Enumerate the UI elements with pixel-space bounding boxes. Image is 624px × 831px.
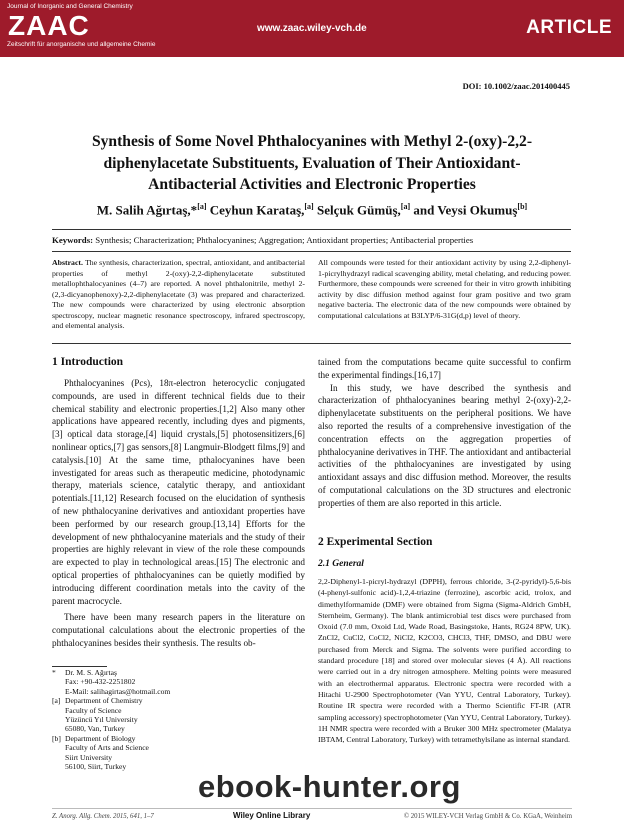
paragraph: Phthalocyanines (Pcs), 18π-electron heterocyclic conjugated compounds, are used in different technical fields due to their chemical stability and electronic properties.[1,2] Also many other applications have appeared recently, including dyes and pigments,[3] optical data storage,[4] liquid crystals,[5] photosensitizers,[6] nonlinear optics,[7] gas sensors,[8] Langmuir-Blodgett films,[9] and catalysis.[10] At the same time, pthalocyanines have been investigated for areas such as therapeutic medicine, photodynamic therapy, materials science, catalytic therapy, and antioxidant potentials.[11,12] Research focused on the elucidation of synthesis of new phthalocyanine derivatives and antioxidant properties have been performed by our research group.[13,14] Efforts for the development of new phthalocyanine materials and the study of their properties are highly relevant in view of the role these compounds are expected to play in technological areas.[15] The electronic and optical properties of phthalocyanines can be quietly modified by introducing different coordination metals into the cavity of the parent macrocycle.	[52, 378, 305, 606]
affiliation-mark: [a]	[400, 202, 411, 211]
keywords-line	[52, 235, 572, 245]
author-conjunction: and	[413, 202, 435, 218]
online-library-stamp: Wiley Online Library	[233, 811, 311, 820]
right-column-top	[318, 356, 571, 510]
journal-logo: ZAAC	[8, 10, 90, 41]
footnote-mark: [b]	[52, 733, 61, 743]
paragraph: In this study, we have described the synthesis and characterization of phthalocyanines bearing methyl 2-(oxy)-2,2-diphenylacetate substituents on the peripheral positions. We have also reported the results of a comprehensive investigation of the concentration effects on the aggregation properties of phthalocyanine derivatives in THF. The antioxidant and antibacterial activities of the phthalocyanines are investigated by using antioxidant assays and disc diffusion method. Moreover, the results of computational calculations on the 3D structures and electronic properties of them are also reported in this article.	[318, 382, 571, 508]
footnote-mark: *	[52, 668, 56, 677]
affiliation-mark: [b]	[517, 202, 528, 211]
corresponding-fax: Fax: +90-432-2251802	[65, 677, 136, 687]
section-heading: 1 Introduction	[52, 356, 124, 368]
copyright: © 2015 WILEY-VCH Verlag GmbH & Co. KGaA, Weinheim	[403, 813, 572, 820]
paragraph: 2,2-Diphenyl-1-picryl-hydrazyl (DPPH), ferrous chloride, 3-(2-pyridyl)-5,6-bis (4-phenyl-sulfonic acid)-1,2,4-triazine (ferrozine), ascorbic acid, trolox, and dimethylformamide (DMF) were obtained from Sigma (Sigma-Aldrich GmbH, Sternheim, Germany). The blank antimicrobial test discs were purchased from Oxoid (7.0 mm, Oxoid Ltd, Wade Road, Basingstoke, Hants, RG24 8PW, UK). ZnCl2, CuCl2, CoCl2, NiCl2, K2CO3, CHCl3, THF, DMSO, and DBU were purchased from Merck and Sigma. The solvents were purified according to standard procedure [18] and stored over molecular sieves (4 Å). All reactions were carried out in a dry nitrogen atmosphere. Melting points were measured with an electrothermal apparatus. Electronic spectra were recorded with a Hitachi U-2900 Spectrophotometer (Van YYU, Central Laboratory, Turkey). Routine IR spectra were recorded with a Thermo Scientific FT-IR (ATR sampling accessory) spectrophotometer (Van YYU, Central Laboratory, Turkey). 1H NMR spectra were recorded with a Bruker 300 MHz spectrometer (Malatya IBTAM, Central Laboratory, Turkey) with tetramethylsilane as internal standard.	[318, 577, 571, 745]
footnote-mark: [a]	[52, 696, 61, 706]
footnote	[52, 668, 305, 771]
divider	[52, 343, 571, 344]
affiliation-line: Department of Biology	[65, 733, 136, 743]
section-heading: 2 Experimental Section	[318, 536, 433, 548]
affiliation-line: 56100, Siirt, Turkey	[65, 762, 127, 772]
author-name: M. Salih Ağırtaş,*	[96, 202, 198, 218]
journal-name-line: Journal of Inorganic and General Chemistry	[7, 3, 133, 10]
abstract-right	[318, 258, 571, 321]
author-name: Ceyhun Karataş,	[209, 202, 305, 218]
abstract-text: The synthesis, characterization, spectral, antioxidant, and antibacterial properties of methyl 2-(oxy)-2,2-diphenylacetate substituted metallophthalocyanines (4–7) are reported. A novel phthalonitrile, methyl 2-(2,3-dicyanophenoxy)-2,2-diphenylacetate (3) was prepared and characterized. The new compounds were characterized by using electronic absorption spectroscopy, nuclear magnetic resonance spectroscopy, infrared spectroscopy, and elemental analysis.	[52, 258, 306, 331]
corresponding-author: Dr. M. S. Ağırtaş	[65, 668, 117, 677]
abstract-label: Abstract.	[52, 258, 83, 267]
paragraph: tained from the computations became quite successful to confirm the experimental findings.[16,17]	[318, 357, 571, 380]
corresponding-email[interactable]: E-Mail: salihagirtas@hotmail.com	[65, 686, 171, 696]
affiliation-line: Yüzüncü Yıl University	[65, 715, 138, 725]
general-section	[318, 576, 571, 745]
paragraph: There have been many research papers in the literature on computational calculations about the electronic properties of the phthalocyanines besides their synthesis. The results ob-	[52, 612, 305, 648]
journal-subtitle: Zeitschrift für anorganische und allgemeine Chemie	[7, 41, 156, 48]
keywords-label: Keywords:	[52, 235, 94, 245]
author-list	[40, 202, 584, 218]
journal-header-bar	[0, 0, 624, 57]
affiliation-mark: [a]	[304, 202, 314, 211]
affiliation-mark: [a]	[197, 202, 207, 211]
affiliation-line: Faculty of Arts and Science	[65, 743, 149, 753]
journal-url-link[interactable]: www.zaac.wiley-vch.de	[257, 23, 367, 34]
affiliation-line: Siirt University	[65, 752, 113, 762]
citation: Z. Anorg. Allg. Chem. 2015, 641, 1–7	[52, 813, 154, 820]
affiliation-line: 65080, Van, Turkey	[65, 724, 125, 734]
abstract-text: All compounds were tested for their antioxidant activity by using 2,2-diphenyl-1-picrylhydrazyl radical scavenging ability, metal chelating, and reducing power. Furthermore, these compounds were screened for their in vitro growth inhibiting activity by disc diffusion method against four gram positive and two gram negative bacteria. The electronic data of the new compounds were obtained by computational calculations at B3LYP/6-31G(d,p) level of theory.	[318, 258, 571, 320]
article-type-label: ARTICLE	[526, 17, 612, 38]
affiliation-line: Faculty of Science	[65, 705, 122, 715]
article-title: Synthesis of Some Novel Phthalocyanines with Methyl 2-(oxy)-2,2-diphenylacetate Substituents, Evaluation of Their Antioxidant- Antibacterial Activities and Electronic Properties	[91, 133, 533, 193]
abstract-left	[52, 258, 305, 332]
page-footer	[52, 813, 572, 820]
author-name: Selçuk Gümüş,	[316, 202, 401, 218]
footnote-rule	[52, 666, 107, 667]
author-name: Veysi Okumuş	[437, 202, 518, 218]
affiliation-line: Department of Chemistry	[65, 696, 143, 706]
watermark: ebook-hunter.org	[198, 769, 461, 804]
footer-rule	[52, 808, 572, 809]
intro-column	[52, 377, 305, 650]
divider	[52, 251, 571, 252]
divider	[52, 229, 571, 230]
doi: DOI: 10.1002/zaac.201400445	[462, 81, 570, 91]
subsection-heading: 2.1 General	[318, 559, 364, 569]
keywords-text: Synthesis; Characterization; Phthalocyanines; Aggregation; Antioxidant properties; Antibacterial properties	[95, 235, 474, 245]
